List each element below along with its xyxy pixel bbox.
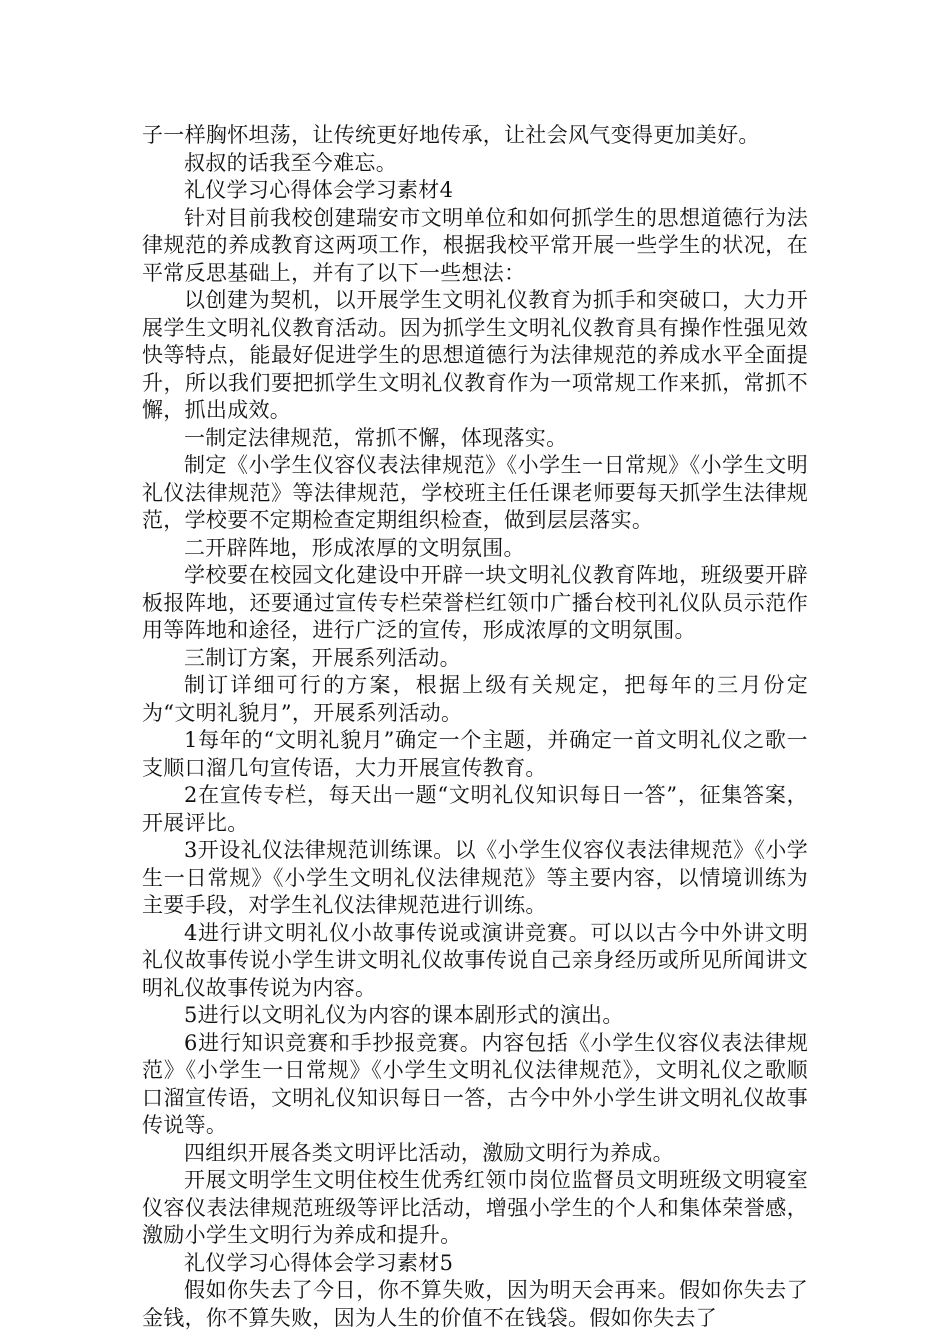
list-item-4: 4进行讲文明礼仪小故事传说或演讲竞赛。可以以古今中外讲文明礼仪故事传说小学生讲文明礼仪故事传说自己亲身经历或所见所闻讲文明礼仪故事传说为内容。 [142,920,808,1000]
document-body [142,122,808,1332]
paragraph: 假如你失去了今日，你不算失败，因为明天会再来。假如你失去了金钱，你不算失败，因为人生的价值不在钱袋。假如你失去了 [142,1278,808,1330]
subheading-two: 二开辟阵地，形成浓厚的文明氛围。 [184,535,525,560]
paragraph-continuation: 子一样胸怀坦荡，让传统更好地传承，让社会风气变得更加美好。 [142,123,760,147]
paragraph: 制定《小学生仪容仪表法律规范》《小学生一日常规》《小学生文明礼仪法律规范》等法律规范，学校班主任任课老师要每天抓学生法律规范，学校要不定期检查定期组织检查，做到层层落实。 [142,453,808,532]
paragraph: 制订详细可行的方案，根据上级有关规定，把每年的三月份定为“文明礼貌月”，开展系列活动。 [142,673,808,725]
paragraph: 以创建为契机，以开展学生文明礼仪教育为抓手和突破口，大力开展学生文明礼仪教育活动。因为抓学生文明礼仪教育具有操作性强见效快等特点，能最好促进学生的思想道德行为法律规范的养成水平全面提升，所以我们要把抓学生文明礼仪教育作为一项常规工作来抓，常抓不懈，抓出成效。 [142,288,808,422]
paragraph: 叔叔的话我至今难忘。 [184,150,397,175]
paragraph: 针对目前我校创建瑞安市文明单位和如何抓学生的思想道德行为法律规范的养成教育这两项工作，根据我校平常开展一些学生的状况，在平常反思基础上，并有了以下一些想法： [142,205,808,285]
list-item-2: 2在宣传专栏，每天出一题“文明礼仪知识每日一答”，征集答案，开展评比。 [142,783,808,835]
list-item-1: 1每年的“文明礼貌月”确定一个主题，并确定一首文明礼仪之歌一支顺口溜几句宣传语，大力开展宣传教育。 [142,728,808,780]
subheading-three: 三制订方案，开展系列活动。 [184,645,461,670]
paragraph: 学校要在校园文化建设中开辟一块文明礼仪教育阵地，班级要开辟板报阵地，还要通过宣传专栏荣誉栏红领巾广播台校刊礼仪队员示范作用等阵地和途径，进行广泛的宣传，形成浓厚的文明氛围。 [142,563,808,642]
list-item-5: 5进行以文明礼仪为内容的课本剧形式的演出。 [184,1003,624,1027]
subheading-four: 四组织开展各类文明评比活动，激励文明行为养成。 [184,1140,674,1165]
paragraph: 开展文明学生文明住校生优秀红领巾岗位监督员文明班级文明寝室仪容仪表法律规范班级等评比活动，增强小学生的个人和集体荣誉感，激励小学生文明行为养成和提升。 [142,1168,808,1247]
subheading-one: 一制定法律规范，常抓不懈，体现落实。 [184,425,568,450]
list-item-6: 6进行知识竞赛和手抄报竞赛。内容包括《小学生仪容仪表法律规范》《小学生一日常规》《小学生文明礼仪法律规范》，文明礼仪之歌顺口溜宣传语，文明礼仪知识每日一答，古今中外小学生讲文明礼仪故事传说等。 [142,1030,808,1137]
section-heading-5: 礼仪学习心得体会学习素材5 [184,1250,454,1275]
section-heading-4: 礼仪学习心得体会学习素材4 [184,178,454,202]
list-item-3: 3开设礼仪法律规范训练课。以《小学生仪容仪表法律规范》《小学生一日常规》《小学生文明礼仪法律规范》等主要内容，以情境训练为主要手段，对学生礼仪法律规范进行训练。 [142,838,808,917]
